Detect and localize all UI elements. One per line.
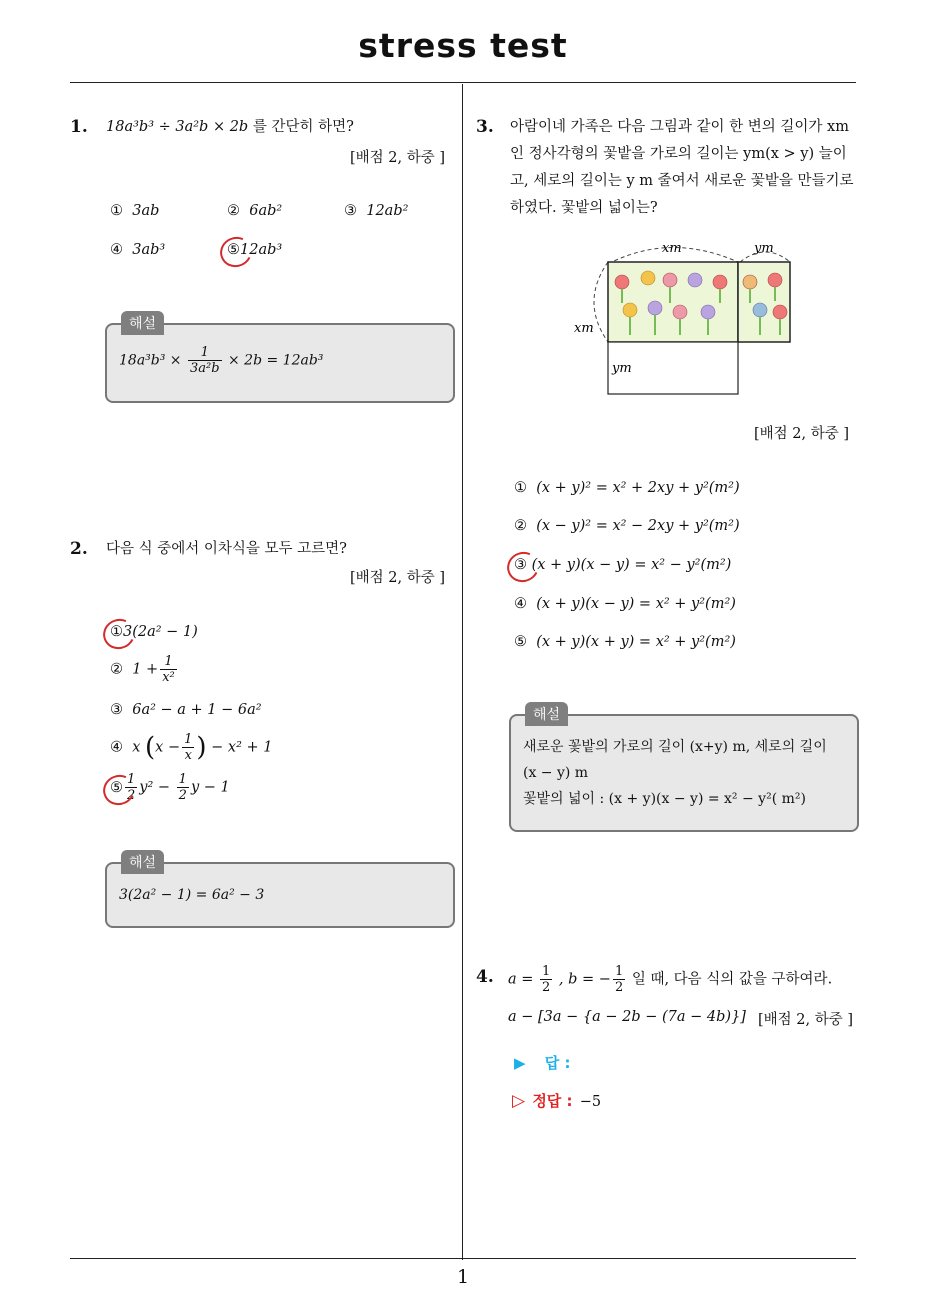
- left-paren: (: [145, 732, 156, 763]
- question-stem: [510, 114, 860, 222]
- score-meta: [배점 2, 하중 ]: [350, 150, 446, 166]
- choice-mark: ③: [110, 702, 123, 718]
- choice-text-tail: y − 1: [190, 779, 230, 796]
- explanation-box: [105, 316, 455, 403]
- choice-3[interactable]: [514, 557, 731, 573]
- explain-line: 꽃밭의 넓이 : (x + y)(x − y) = x² − y²( m²): [523, 791, 806, 807]
- label-top-y: ym: [754, 241, 774, 256]
- choice-fraction-2: [177, 772, 189, 803]
- choice-4[interactable]: [110, 242, 165, 258]
- header-rule: [70, 82, 856, 83]
- choice-5[interactable]: [514, 634, 736, 650]
- b-fraction: [613, 964, 625, 995]
- choice-mark: ③: [514, 557, 527, 573]
- red-circle-mark: [99, 614, 139, 653]
- label-left-x: xm: [574, 321, 594, 336]
- question-stem: [106, 114, 354, 141]
- question-stem: 다음 식 중에서 이차식을 모두 고르면?: [106, 541, 347, 557]
- stem-text: 를 간단히 하면?: [252, 119, 354, 135]
- explanation-tag: 해설: [121, 311, 164, 335]
- score-meta: [배점 2, 하중 ]: [350, 570, 446, 586]
- choice-mark: ①: [110, 203, 123, 219]
- explanation-text: 3(2a² − 1) = 6a² − 3: [119, 887, 265, 903]
- choice-5[interactable]: [227, 242, 282, 258]
- page-title: stress test: [358, 26, 568, 65]
- stem-line: 하였다. 꽃밭의 넓이는?: [510, 200, 658, 216]
- footer-rule: [70, 1258, 856, 1259]
- question-number: 4.: [476, 967, 494, 987]
- stem-math: 18a³b³ ÷ 3a²b × 2b: [106, 119, 249, 135]
- explain-rhs: × 2b = 12ab³: [228, 352, 324, 369]
- stem-line: 아람이네 가족은 다음 그림과 같이 한 변의 길이가 xm: [510, 119, 849, 135]
- frac-denominator: 2: [127, 788, 136, 803]
- choice-3[interactable]: [344, 203, 408, 219]
- correct-label: 정답 :: [532, 1092, 573, 1110]
- choice-mark: ④: [514, 596, 527, 612]
- score-meta: [배점 2, 하중 ]: [758, 1012, 854, 1028]
- choice-mark: ①: [514, 480, 527, 496]
- choice-text: 6ab²: [249, 203, 283, 219]
- choice-2[interactable]: [514, 518, 740, 534]
- choice-mark: ②: [514, 518, 527, 534]
- red-circle-mark: [503, 547, 543, 586]
- question-number: 1.: [70, 117, 88, 137]
- choice-text: (x + y)(x + y) = x² + y²(m²): [536, 634, 736, 650]
- column-divider: [462, 84, 463, 1260]
- choice-text: 6a² − a + 1 − 6a²: [132, 702, 262, 718]
- explanation-tag: 해설: [525, 702, 568, 726]
- explanation-box: [105, 855, 455, 928]
- choice-text: 12ab³: [240, 242, 283, 258]
- frac-denominator: 2: [542, 980, 551, 995]
- a-fraction: [540, 964, 552, 995]
- choice-4[interactable]: [110, 732, 273, 763]
- red-circle-mark: [216, 232, 256, 271]
- frac-numerator: 1: [542, 964, 551, 979]
- correct-value: −5: [579, 1094, 602, 1110]
- explanation-text: [119, 345, 323, 376]
- choice-text: x: [132, 739, 141, 756]
- choice-text: (x + y)(x − y) = x² + y²(m²): [536, 596, 736, 612]
- choice-text-tail: − x² + 1: [211, 739, 273, 756]
- answer-arrow-icon: ▶: [514, 1054, 526, 1072]
- frac-denominator: x: [184, 748, 192, 763]
- right-paren: ): [196, 732, 207, 763]
- explanation-box: [509, 707, 859, 832]
- left-x-arc: [594, 262, 608, 342]
- question-number: 2.: [70, 539, 88, 559]
- answer-label: 답 :: [544, 1054, 571, 1072]
- correct-arrow-icon: ▷: [512, 1091, 526, 1111]
- label-top-x: xm: [662, 241, 682, 256]
- choice-text: 12ab²: [366, 203, 409, 219]
- choice-mark: ⑤: [227, 242, 240, 258]
- choice-fraction: [182, 732, 194, 763]
- stem-line: 인 정사각형의 꽃밭을 가로의 길이는 ym(x > y) 늘이: [510, 146, 847, 162]
- choice-mark: ④: [110, 242, 123, 258]
- choice-mark: ②: [227, 203, 240, 219]
- choice-5[interactable]: [110, 772, 230, 803]
- explanation-text: [523, 734, 853, 812]
- choice-mark: ⑤: [110, 779, 123, 796]
- label-bottom-y: ym: [612, 361, 632, 376]
- garden-figure: [570, 232, 810, 400]
- correct-answer-row: [512, 1090, 601, 1111]
- paren-text: x −: [155, 739, 181, 756]
- choice-2[interactable]: [227, 203, 282, 219]
- a-label: a =: [508, 971, 534, 988]
- choice-text: (x + y)(x − y) = x² − y²(m²): [531, 557, 732, 573]
- choice-fraction: [160, 654, 177, 685]
- frac-numerator: 1: [188, 345, 222, 361]
- explain-fraction: [188, 345, 222, 376]
- choice-mark: ③: [344, 203, 357, 219]
- frac-denominator: 2: [178, 788, 187, 803]
- choice-text: 3ab: [132, 203, 160, 219]
- frac-numerator: 1: [127, 772, 136, 787]
- explain-line: (x − y) m: [523, 765, 589, 781]
- choice-3[interactable]: [110, 702, 262, 718]
- frac-denominator: 2: [614, 980, 624, 995]
- extension-strip: [738, 262, 790, 342]
- explain-lhs: 18a³b³ ×: [119, 352, 182, 369]
- choice-1[interactable]: [110, 624, 198, 640]
- choice-text: 3ab³: [132, 242, 166, 258]
- explanation-tag: 해설: [121, 850, 164, 874]
- frac-denominator: 3a²b: [189, 361, 220, 376]
- choice-mark: ④: [110, 739, 123, 756]
- answer-row[interactable]: [514, 1052, 571, 1073]
- frac-numerator: 1: [614, 964, 624, 979]
- choice-mark: ①: [110, 624, 123, 640]
- choice-mark: ⑤: [514, 634, 527, 650]
- frac-denominator: x²: [162, 670, 175, 685]
- question-number: 3.: [476, 117, 494, 137]
- choice-1[interactable]: [514, 480, 740, 496]
- choice-text: (x − y)² = x² − 2xy + y²(m²): [536, 518, 740, 534]
- frac-numerator: 1: [184, 732, 193, 747]
- expression: a − [3a − {a − 2b − (7a − 4b)}]: [508, 1009, 746, 1025]
- page-number: 1: [456, 1266, 470, 1288]
- b-label: , b = −: [558, 971, 611, 988]
- choice-4[interactable]: [514, 596, 736, 612]
- stem-line: 고, 세로의 길이는 y m 줄여서 새로운 꽃밭을 만들기로: [510, 173, 854, 189]
- choice-text: 1 +: [132, 661, 159, 678]
- choice-1[interactable]: [110, 203, 159, 219]
- stem-text: 일 때, 다음 식의 값을 구하여라.: [631, 971, 833, 988]
- choice-text: 3(2a² − 1): [123, 624, 198, 640]
- choice-text: y² −: [139, 779, 171, 796]
- choice-2[interactable]: [110, 654, 179, 685]
- choice-text: (x + y)² = x² + 2xy + y²(m²): [536, 480, 740, 496]
- frac-numerator: 1: [178, 772, 187, 787]
- choice-mark: ②: [110, 661, 123, 678]
- question-stem: [508, 964, 832, 995]
- frac-numerator: 1: [160, 654, 177, 670]
- score-meta: [배점 2, 하중 ]: [754, 426, 850, 442]
- explain-line: 새로운 꽃밭의 가로의 길이 (x+y) m, 세로의 길이: [523, 739, 827, 755]
